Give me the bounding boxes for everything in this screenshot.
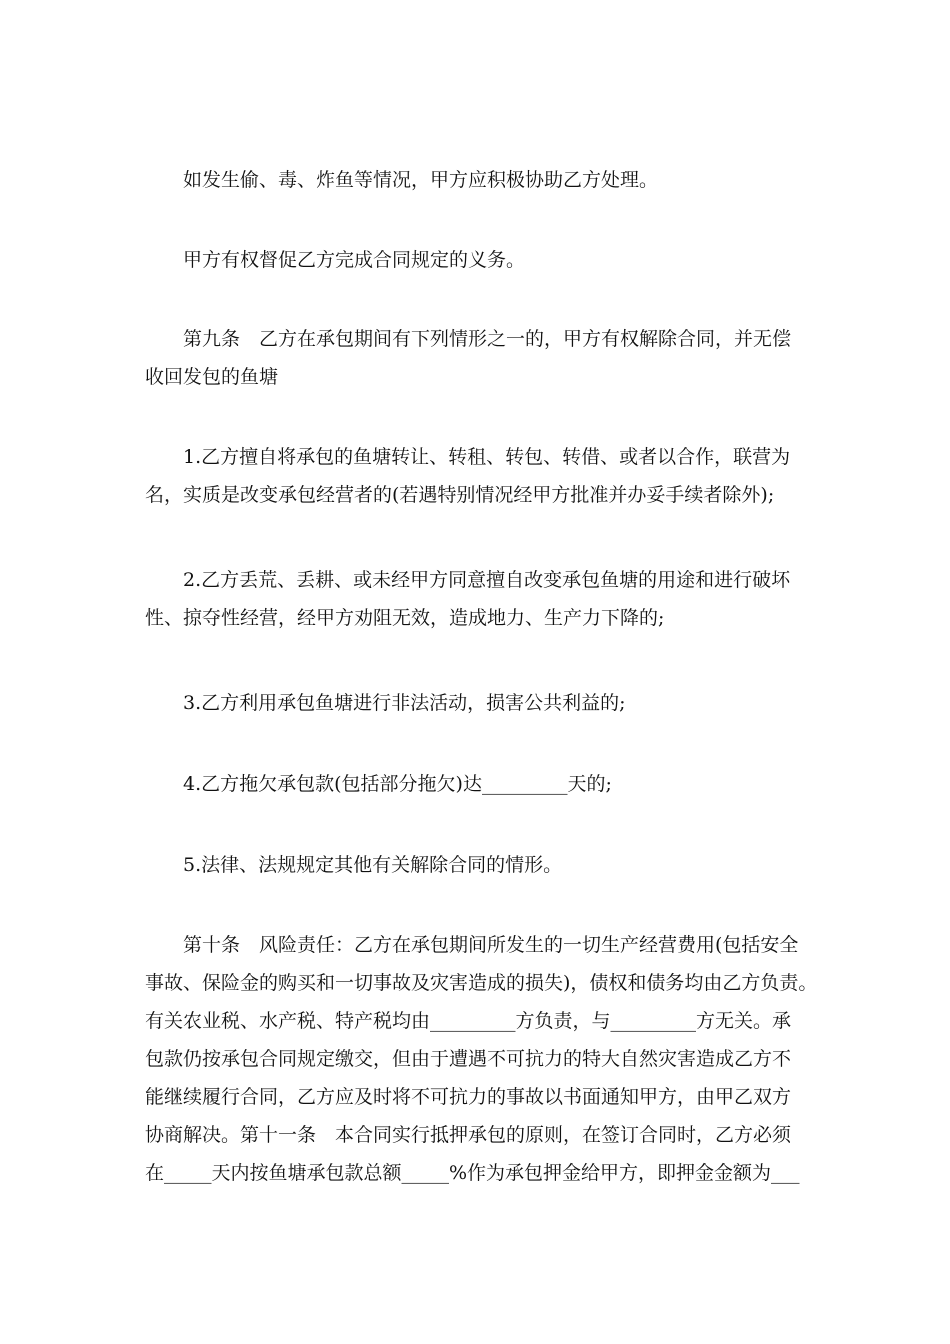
paragraph-item-4 (145, 765, 825, 803)
text-line: 能继续履行合同，乙方应及时将不可抗力的事故以书面通知甲方，由甲乙双方 (145, 1086, 792, 1108)
text-line: 1.乙方擅自将承包的鱼塘转让、转租、转包、转借、或者以合作，联营为 (183, 446, 791, 468)
text-line: 2.乙方丢荒、丢耕、或未经甲方同意擅自改变承包鱼塘的用途和进行破坏 (183, 569, 791, 591)
paragraph-item-5 (145, 846, 825, 884)
paragraph-article-10 (145, 926, 825, 1192)
text-line: 收回发包的鱼塘 (145, 366, 279, 388)
text-line: 包款仍按承包合同规定缴交，但由于遭遇不可抗力的特大自然灾害造成乙方不 (145, 1048, 792, 1070)
text-line: 名，实质是改变承包经营者的(若遇特别情况经甲方批准并办妥手续者除外); (145, 484, 775, 506)
text-line: 5.法律、法规规定其他有关解除合同的情形。 (183, 854, 563, 876)
paragraph-item-1 (145, 438, 825, 514)
text-line: 有关农业税、水产税、特产税均由_________方负责，与_________方无关。承 (145, 1010, 792, 1032)
text-line: 性、掠夺性经营，经甲方劝阻无效，造成地力、生产力下降的; (145, 607, 665, 629)
paragraph-item-2 (145, 561, 825, 637)
text-line: 如发生偷、毒、炸鱼等情况，甲方应积极协助乙方处理。 (183, 169, 659, 191)
text-line: 第九条 乙方在承包期间有下列情形之一的，甲方有权解除合同，并无偿 (183, 328, 792, 350)
text-line: 4.乙方拖欠承包款(包括部分拖欠)达_________天的; (183, 773, 612, 795)
text-line: 甲方有权督促乙方完成合同规定的义务。 (183, 249, 526, 271)
text-line: 在_____天内按鱼塘承包款总额_____%作为承包押金给甲方，即押金金额为___ (145, 1162, 800, 1184)
paragraph-theft-assist (145, 161, 825, 199)
paragraph-article-9 (145, 320, 825, 396)
text-line: 第十条 风险责任：乙方在承包期间所发生的一切生产经营费用(包括安全 (183, 934, 799, 956)
text-line: 3.乙方利用承包鱼塘进行非法活动，损害公共利益的; (183, 692, 626, 714)
paragraph-item-3 (145, 684, 825, 722)
paragraph-supervise (145, 241, 825, 279)
text-line: 协商解决。第十一条 本合同实行抵押承包的原则，在签订合同时，乙方必须 (145, 1124, 792, 1146)
text-line: 事故、保险金的购买和一切事故及灾害造成的损失)，债权和债务均由乙方负责。 (145, 972, 818, 994)
